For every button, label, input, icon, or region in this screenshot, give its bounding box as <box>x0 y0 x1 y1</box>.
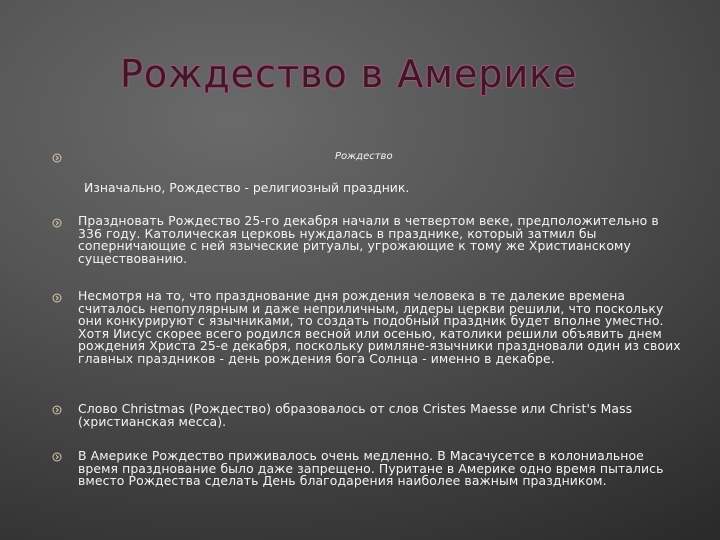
slide-subtitle: Рождество <box>335 151 393 162</box>
circle-arrow-bullet-icon <box>52 405 62 415</box>
slide-title: Рождество в Америке <box>120 52 578 96</box>
circle-arrow-bullet-icon <box>52 452 62 462</box>
paragraph: В Америке Рождество приживалось очень медленно. В Масачусетсе в колониальное время празднование было даже запрещено. Пуритане в Америке одно время пытались вместо Рождества сделать День благодарения наиболее важным праздником. <box>78 448 664 489</box>
paragraph: Праздновать Рождество 25-го декабря начали в четвертом веке, предположительно в 336 году. Католическая церковь нуждалась в празднике, который затмил бы соперничающие с ней языческие ритуалы, угрожающие к тому же Христианскому существованию. <box>78 213 659 266</box>
circle-arrow-bullet-icon <box>52 218 62 228</box>
intro-text: Изначально, Рождество - религиозный праздник. <box>84 180 410 195</box>
paragraph: Несмотря на то, что празднование дня рождения человека в те далекие времена считалось непопулярным и даже неприличным, лидеры церкви решили, что поскольку они конкурируют с язычниками, то создать подобный праздник будет вполне уместно. Хотя Иисус скорее всего родился весной или осенью, католики решили объявить днем рождения Христа 25-е декабря, поскольку римляне-язычники праздновали один из своих главных праздников - день рождения бога Солнца - именно в декабре. <box>78 288 681 366</box>
circle-arrow-bullet-icon <box>52 153 62 163</box>
paragraph: Слово Christmas (Рождество) образовалось от слов Cristes Maesse или Christ's Mass (христианская месса). <box>78 401 633 429</box>
circle-arrow-bullet-icon <box>52 293 62 303</box>
